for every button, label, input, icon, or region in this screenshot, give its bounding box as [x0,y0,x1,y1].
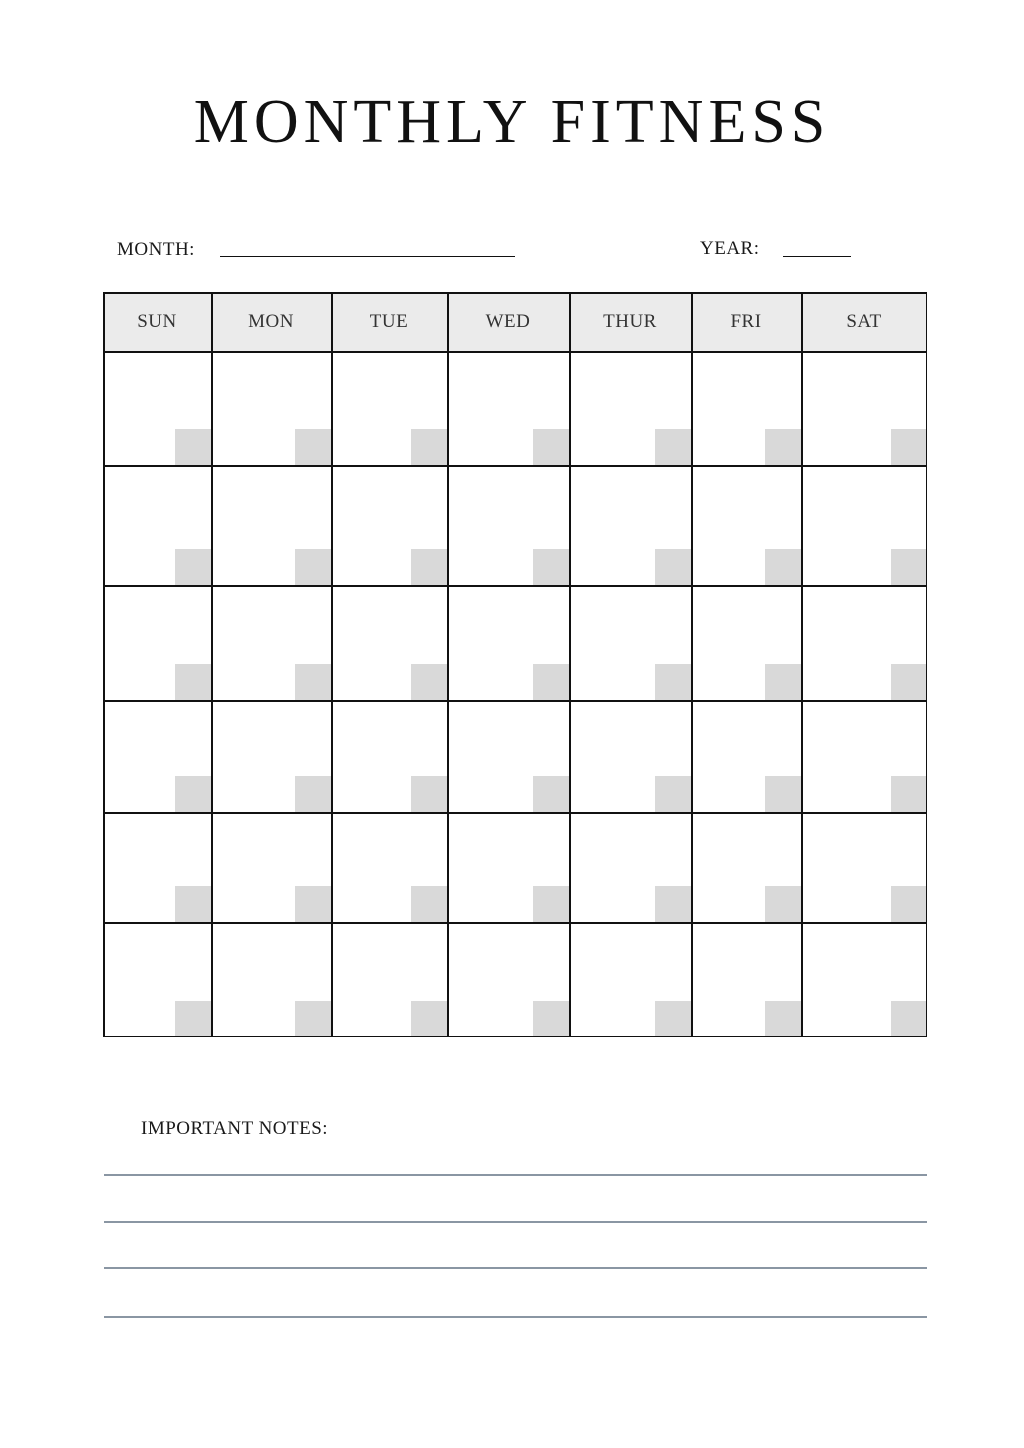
day-cell[interactable] [331,351,447,465]
day-cell[interactable] [447,465,569,585]
day-cell[interactable] [211,351,331,465]
day-cell[interactable] [211,700,331,812]
day-cell[interactable] [801,700,927,812]
day-check-box[interactable] [655,1001,691,1037]
calendar-grid [103,292,927,1037]
month-label: MONTH: [117,239,195,260]
day-cell[interactable] [569,351,691,465]
day-check-box[interactable] [175,1001,211,1037]
day-check-box[interactable] [891,1001,927,1037]
day-check-box[interactable] [411,1001,447,1037]
day-cell[interactable] [331,465,447,585]
day-cell[interactable] [801,351,927,465]
day-cell[interactable] [211,585,331,700]
day-check-box[interactable] [765,429,801,465]
day-check-box[interactable] [533,776,569,812]
notes-label: IMPORTANT NOTES: [141,1118,329,1139]
day-check-box[interactable] [175,664,211,700]
day-check-box[interactable] [765,549,801,585]
day-cell[interactable] [331,585,447,700]
grid-row-line [103,465,927,467]
day-check-box[interactable] [175,549,211,585]
day-check-box[interactable] [411,886,447,922]
day-cell[interactable] [103,700,211,812]
note-line[interactable] [104,1316,927,1318]
day-check-box[interactable] [655,664,691,700]
day-cell[interactable] [691,585,801,700]
day-cell[interactable] [691,812,801,922]
day-check-box[interactable] [295,549,331,585]
day-header-sun: SUN [137,311,177,332]
year-label: YEAR: [700,238,760,259]
day-cell[interactable] [569,700,691,812]
day-cell[interactable] [801,585,927,700]
grid-column-line [331,292,333,1037]
day-check-box[interactable] [533,429,569,465]
day-cell[interactable] [211,465,331,585]
day-cell[interactable] [447,585,569,700]
grid-column-line [103,292,105,1037]
day-cell[interactable] [447,351,569,465]
day-header-fri: FRI [730,311,762,332]
day-check-box[interactable] [411,664,447,700]
year-field[interactable] [783,256,851,257]
grid-row-line [103,1036,927,1038]
grid-row-line [103,700,927,702]
day-cell[interactable] [103,812,211,922]
day-cell[interactable] [103,585,211,700]
day-cell[interactable] [691,700,801,812]
day-cell[interactable] [447,812,569,922]
day-check-box[interactable] [411,549,447,585]
note-line[interactable] [104,1174,927,1176]
day-check-box[interactable] [891,429,927,465]
grid-row-line [103,812,927,814]
grid-column-line [801,292,803,1037]
day-check-box[interactable] [411,429,447,465]
grid-column-line [691,292,693,1037]
grid-row-line [103,292,927,294]
day-cell[interactable] [331,922,447,1037]
day-cell[interactable] [801,922,927,1037]
day-check-box[interactable] [891,664,927,700]
day-check-box[interactable] [765,886,801,922]
day-check-box[interactable] [655,886,691,922]
day-cell[interactable] [801,812,927,922]
day-cell[interactable] [569,465,691,585]
day-cell[interactable] [103,922,211,1037]
day-cell[interactable] [331,700,447,812]
day-cell[interactable] [211,812,331,922]
day-check-box[interactable] [175,886,211,922]
day-check-box[interactable] [655,549,691,585]
day-header-wed: WED [485,311,531,332]
day-check-box[interactable] [295,664,331,700]
day-check-box[interactable] [891,549,927,585]
day-header-sat: SAT [846,311,882,332]
day-check-box[interactable] [533,1001,569,1037]
day-cell[interactable] [691,351,801,465]
grid-row-line [103,922,927,924]
day-check-box[interactable] [295,1001,331,1037]
day-check-box[interactable] [655,429,691,465]
day-cell[interactable] [211,922,331,1037]
grid-column-line [926,292,928,1037]
day-cell[interactable] [331,812,447,922]
day-check-box[interactable] [295,429,331,465]
grid-row-line [103,585,927,587]
day-check-box[interactable] [533,549,569,585]
day-cell[interactable] [103,351,211,465]
grid-column-line [211,292,213,1037]
day-check-box[interactable] [295,776,331,812]
grid-column-line [447,292,449,1037]
day-check-box[interactable] [533,886,569,922]
day-check-box[interactable] [891,776,927,812]
day-header-mon: MON [248,311,294,332]
day-cell[interactable] [691,465,801,585]
day-check-box[interactable] [175,776,211,812]
day-cell[interactable] [569,812,691,922]
day-cell[interactable] [691,922,801,1037]
day-cell[interactable] [569,585,691,700]
note-line[interactable] [104,1221,927,1223]
day-check-box[interactable] [765,776,801,812]
day-check-box[interactable] [655,776,691,812]
day-cell[interactable] [447,922,569,1037]
note-line[interactable] [104,1267,927,1269]
day-check-box[interactable] [765,664,801,700]
day-cell[interactable] [447,700,569,812]
grid-row-line [103,351,927,353]
day-cell[interactable] [801,465,927,585]
day-header-thur: THUR [603,311,657,332]
grid-column-line [569,292,571,1037]
day-header-tue: TUE [369,311,409,332]
day-cell[interactable] [103,465,211,585]
day-check-box[interactable] [295,886,331,922]
month-field[interactable] [220,256,515,257]
day-check-box[interactable] [533,664,569,700]
day-check-box[interactable] [175,429,211,465]
day-cell[interactable] [569,922,691,1037]
day-check-box[interactable] [765,1001,801,1037]
day-check-box[interactable] [411,776,447,812]
page-title: MONTHLY FITNESS [193,88,831,156]
day-check-box[interactable] [891,886,927,922]
